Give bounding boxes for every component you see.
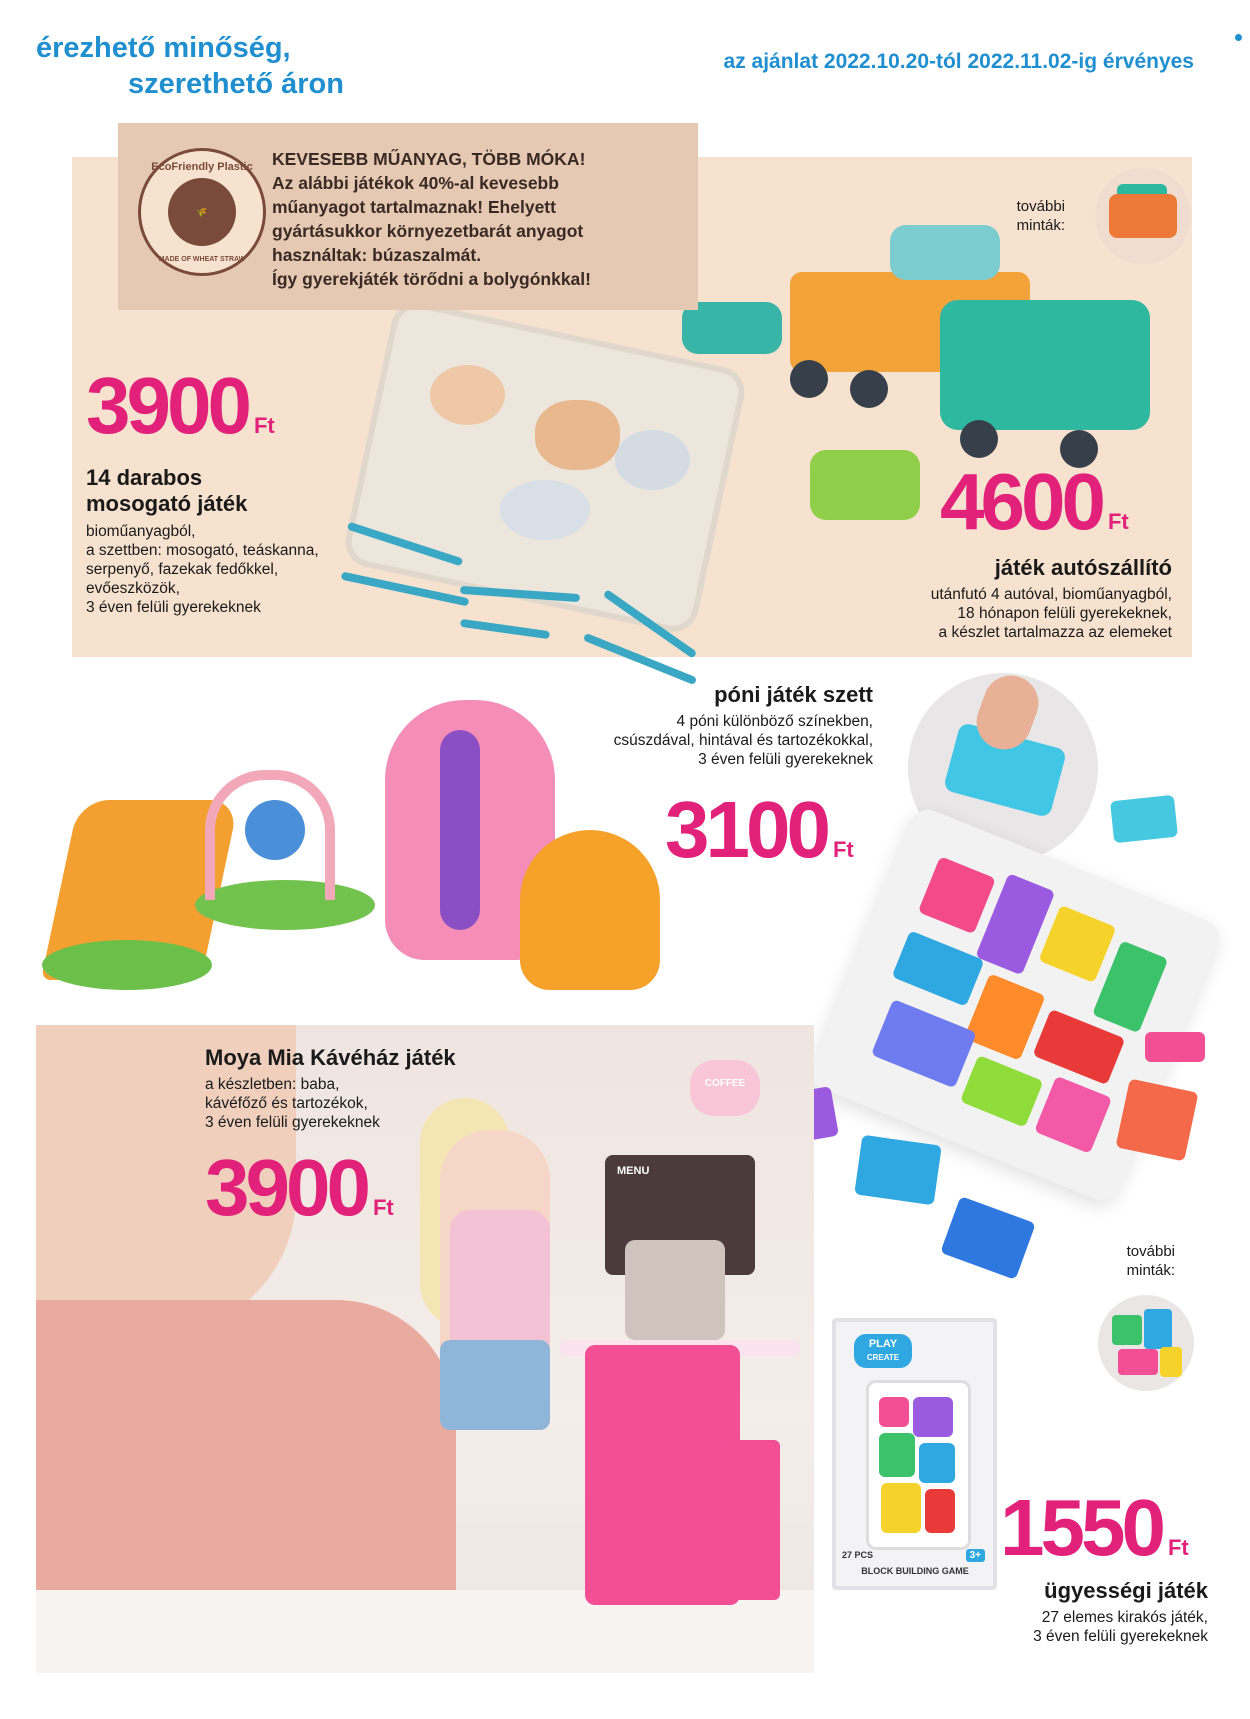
description-line: bioműanyagból,	[86, 523, 196, 540]
dish-set-description	[86, 522, 319, 617]
description-line: 18 hónapon felüli gyerekeknek,	[957, 605, 1172, 622]
truck-price	[940, 457, 1129, 562]
truck-title: játék autószállító	[994, 555, 1172, 580]
more-samples-line: minták:	[1016, 217, 1065, 234]
eco-friendly-plastic-logo	[138, 148, 266, 276]
puzzle-sample-thumbnail	[1098, 1295, 1194, 1391]
description-line: 3 éven felüli gyerekeknek	[1033, 1628, 1208, 1645]
description-line: a készlet tartalmazza az elemeket	[938, 624, 1172, 641]
dish-set-pot-image	[430, 365, 505, 425]
description-line: a szettben: mosogató, teáskanna,	[86, 542, 319, 559]
description-line: 3 éven felüli gyerekeknek	[86, 599, 261, 616]
cafe-set-price	[205, 1143, 394, 1248]
eco-line: műanyagot tartalmaznak! Ehelyett	[272, 197, 556, 217]
coffee-sign-text: COFFEE	[704, 1078, 746, 1089]
truck-more-samples-label	[990, 197, 1065, 235]
currency-label: Ft	[832, 837, 854, 862]
corner-dot	[1235, 34, 1242, 41]
eco-line: gyártásukkor környezetbarát anyagot	[272, 221, 584, 241]
puzzle-piece-image	[940, 1196, 1036, 1280]
currency-label: Ft	[1107, 509, 1129, 534]
coffee-sign-image	[690, 1060, 760, 1116]
pony-mane-image	[440, 730, 480, 930]
tagline	[36, 30, 344, 102]
puzzle-description	[900, 1608, 1208, 1646]
dish-set-title-line2: mosogató játék	[86, 491, 248, 516]
small-pony-image	[245, 800, 305, 860]
more-samples-line: további	[1126, 1243, 1175, 1260]
play-create-logo	[854, 1334, 912, 1368]
age-badge: 3+	[966, 1549, 985, 1562]
truck-description	[800, 585, 1172, 642]
dish-set-pot-image	[615, 430, 690, 490]
coffee-machine-image	[625, 1240, 725, 1340]
description-line: 4 póni különböző színekben,	[676, 713, 873, 730]
box-logo-line: PLAY	[868, 1338, 898, 1350]
cafe-set-title: Moya Mia Kávéház játék	[205, 1045, 456, 1070]
price-value: 3900	[205, 1143, 367, 1232]
description-line: 27 elemes kirakós játék,	[1041, 1609, 1208, 1626]
dish-set-price	[86, 361, 275, 466]
toy-car-image	[890, 225, 1000, 280]
cafe-counter-image	[585, 1345, 740, 1605]
description-line: kávéfőző és tartozékok,	[205, 1095, 368, 1112]
eco-line: Így gyerekjáték törődni a bolygónkkal!	[272, 269, 591, 289]
grass-base-image	[42, 940, 212, 990]
currency-label: Ft	[372, 1195, 394, 1220]
description-line: csúszdával, hintával és tartozékokkal,	[613, 732, 873, 749]
currency-label: Ft	[1167, 1535, 1189, 1560]
puzzle-more-samples-label	[1100, 1242, 1175, 1280]
box-board-image	[866, 1380, 971, 1550]
puzzle-price	[1000, 1483, 1189, 1588]
description-line: serpenyő, fazekak fedőkkel,	[86, 561, 279, 578]
price-value: 1550	[1000, 1483, 1162, 1572]
price-value: 3100	[665, 785, 827, 874]
box-pieces-label: 27 PCS	[842, 1550, 874, 1560]
dish-set-title-line1: 14 darabos	[86, 465, 203, 490]
puzzle-piece-image	[1115, 1078, 1198, 1161]
wheat-icon: 🌾	[168, 178, 236, 246]
box-caption: BLOCK BUILDING GAME	[861, 1566, 969, 1576]
description-line: utánfutó 4 autóval, bioműanyagból,	[930, 586, 1172, 603]
description-line: evőeszközök,	[86, 580, 180, 597]
description-line: a készletben: baba,	[205, 1076, 340, 1093]
doll-apron-image	[450, 1210, 550, 1360]
price-value: 3900	[86, 361, 248, 450]
puzzle-title: ügyességi játék	[1044, 1578, 1208, 1603]
description-line: 3 éven felüli gyerekeknek	[205, 1114, 380, 1131]
wheel-image	[960, 420, 998, 458]
truck-sample-thumbnail	[1095, 168, 1191, 264]
dish-set-pan-image	[500, 480, 590, 540]
doll-skirt-image	[440, 1340, 550, 1430]
eco-line: Az alábbi játékok 40%-al kevesebb	[272, 173, 559, 193]
puzzle-piece-image	[1145, 1032, 1205, 1062]
price-value: 4600	[940, 457, 1102, 546]
tagline-line1: érezhető minőség,	[36, 32, 291, 64]
dish-set-title	[86, 465, 247, 517]
girl-sweater-image	[36, 1300, 456, 1600]
orange-pony-image	[520, 830, 660, 990]
car-transporter-cab-image	[940, 300, 1150, 430]
eco-headline: KEVESEBB MŰANYAG, TÖBB MÓKA!	[272, 149, 586, 169]
pony-set-title: póni játék szett	[714, 682, 873, 707]
cafe-set-description	[205, 1075, 380, 1132]
puzzle-box-image	[832, 1318, 997, 1590]
pony-set-price	[665, 785, 854, 890]
eco-logo-top-text: EcoFriendly Plastic	[151, 161, 253, 173]
more-samples-line: további	[1016, 198, 1065, 215]
more-samples-line: minták:	[1126, 1262, 1175, 1279]
eco-line: használtak: búzaszalmát.	[272, 245, 482, 265]
currency-label: Ft	[253, 413, 275, 438]
box-logo-line: CREATE	[866, 1353, 900, 1362]
cafe-shelf-image	[720, 1440, 780, 1600]
dish-set-kettle-image	[535, 400, 620, 470]
puzzle-piece-image	[854, 1135, 942, 1206]
offer-validity: az ajánlat 2022.10.20-tól 2022.11.02-ig érvényes	[723, 50, 1194, 73]
description-line: 3 éven felüli gyerekeknek	[698, 751, 873, 768]
eco-logo-bottom-text: MADE OF WHEAT STRAW	[158, 256, 246, 263]
menu-board-text: MENU	[617, 1165, 650, 1177]
pony-set-description	[560, 712, 873, 769]
tagline-line2: szerethető áron	[128, 68, 344, 100]
wheel-image	[790, 360, 828, 398]
eco-info-text	[272, 147, 692, 291]
wheel-image	[850, 370, 888, 408]
puzzle-piece-image	[1110, 795, 1178, 843]
toy-car-image	[810, 450, 920, 520]
